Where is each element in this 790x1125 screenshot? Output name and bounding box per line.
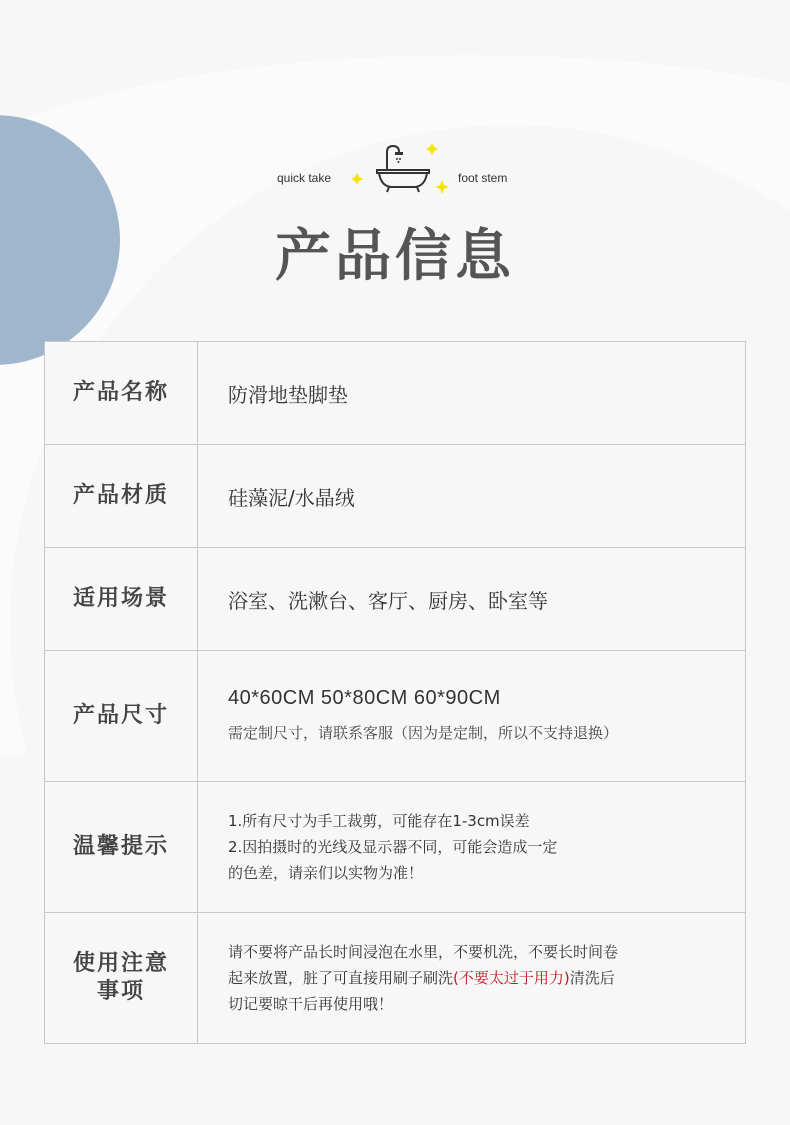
notes-label-line: 事项 <box>96 979 145 1004</box>
page-title: 产品信息 <box>275 224 515 289</box>
row-label-size: 产品尺寸 <box>45 651 198 782</box>
row-value-tips <box>198 782 746 913</box>
table-row <box>45 548 746 651</box>
notes-text: 起来放置，脏了可直接用刷子刷洗 <box>228 969 454 987</box>
row-label-material: 产品材质 <box>45 445 198 548</box>
header-left-text: quick take <box>277 171 332 185</box>
table-row <box>45 342 746 445</box>
size-note: 需定制尺寸，请联系客服（因为是定制，所以不支持退换） <box>228 723 619 742</box>
row-value-notes <box>198 913 746 1044</box>
header-right-text: foot stem <box>458 171 508 185</box>
table-row <box>45 445 746 548</box>
tip-line: 2.因拍摄时的光线及显示器不同，可能会造成一定 <box>228 838 558 856</box>
notes-warning-text: (不要太过于用力) <box>453 969 570 987</box>
size-options: 40*60CM 50*80CM 60*90CM <box>228 686 501 709</box>
row-value-material: 硅藻泥/水晶绒 <box>198 445 746 548</box>
notes-text: 清洗后 <box>569 969 615 987</box>
product-info-table <box>44 341 746 1044</box>
header-banner <box>0 135 790 205</box>
row-value-name: 防滑地垫脚垫 <box>198 342 746 445</box>
tip-line: 的色差，请亲们以实物为准！ <box>228 864 424 882</box>
row-value-size <box>198 651 746 782</box>
notes-line <box>228 965 725 991</box>
row-label-name: 产品名称 <box>45 342 198 445</box>
notes-line: 切记要晾干后再使用哦！ <box>228 995 394 1013</box>
tip-line: 1.所有尺寸为手工裁剪，可能存在1-3cm误差 <box>228 812 530 830</box>
notes-line: 请不要将产品长时间浸泡在水里，不要机洗，不要长时间卷 <box>228 943 619 961</box>
table-row <box>45 782 746 913</box>
table-row <box>45 913 746 1044</box>
bathtub-shower-icon <box>345 138 455 198</box>
row-label-notes <box>45 913 198 1044</box>
row-label-usage: 适用场景 <box>45 548 198 651</box>
row-value-usage: 浴室、洗漱台、客厅、厨房、卧室等 <box>198 548 746 651</box>
table-row <box>45 651 746 782</box>
notes-label-line: 使用注意 <box>72 951 169 976</box>
row-label-tips: 温馨提示 <box>45 782 198 913</box>
